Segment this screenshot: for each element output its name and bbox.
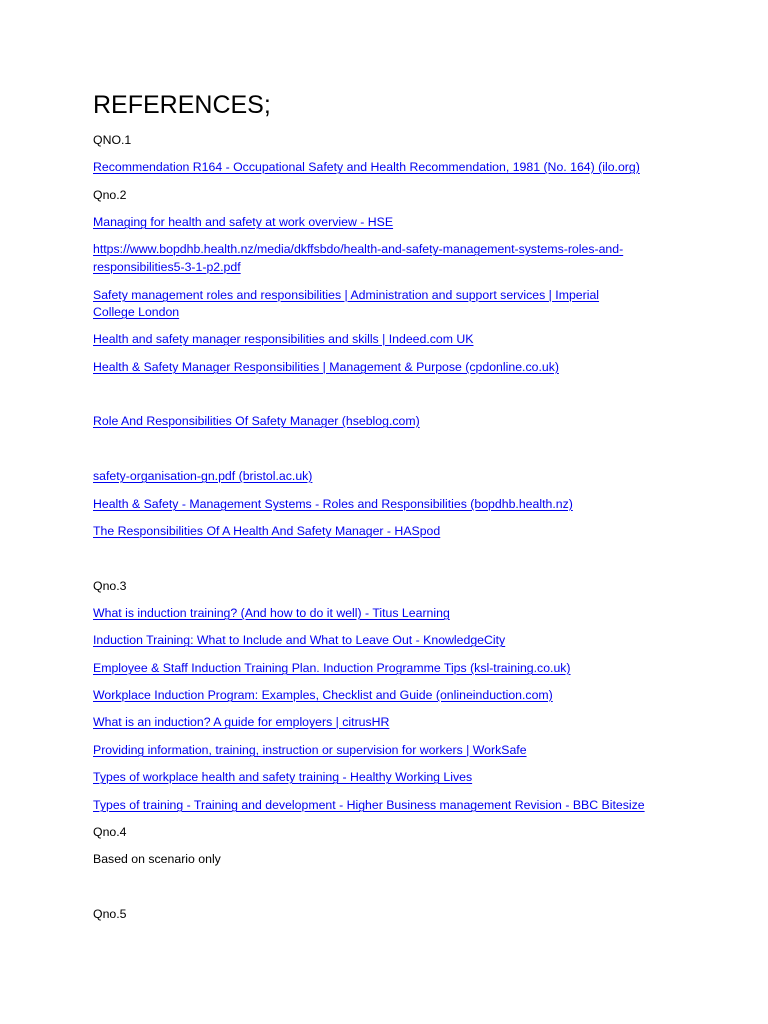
reference-link-text[interactable]: responsibilities5-3-1-p2.pdf	[93, 260, 241, 274]
reference-link-text[interactable]: safety-organisation-gn.pdf (bristol.ac.uk)	[93, 469, 313, 483]
reference-link-text[interactable]: Employee & Staff Induction Training Plan. Induction Programme Tips (ksl-training.co.uk)	[93, 661, 571, 675]
reference-link[interactable]	[93, 742, 527, 759]
section-note-q4: Based on scenario only	[93, 852, 221, 866]
reference-link[interactable]	[93, 605, 450, 622]
reference-link[interactable]	[93, 331, 474, 348]
section-label-q4: Qno.4	[93, 825, 127, 839]
reference-link[interactable]	[93, 496, 573, 513]
reference-link[interactable]	[93, 359, 559, 376]
reference-link-text[interactable]: The Responsibilities Of A Health And Safety Manager - HASpod	[93, 524, 441, 538]
reference-link-text[interactable]: Recommendation R164 - Occupational Safety and Health Recommendation, 1981 (No. 164) (ilo.org)	[93, 160, 640, 174]
reference-link-text[interactable]: Role And Responsibilities Of Safety Manager (hseblog.com)	[93, 414, 420, 428]
reference-link[interactable]	[93, 797, 645, 814]
section-label-q1: QNO.1	[93, 133, 132, 147]
reference-link-text[interactable]: Types of training - Training and development - Higher Business management Revision - BBC Bitesize	[93, 798, 645, 812]
reference-link-text[interactable]: Workplace Induction Program: Examples, Checklist and Guide (onlineinduction.com)	[93, 688, 553, 702]
section-label-q3: Qno.3	[93, 579, 127, 593]
reference-link[interactable]	[93, 660, 571, 677]
reference-link[interactable]	[93, 413, 420, 430]
reference-link-text[interactable]: College London	[93, 305, 180, 319]
reference-link[interactable]	[93, 523, 440, 540]
reference-link[interactable]	[93, 304, 179, 321]
reference-link-text[interactable]: What is an induction? A guide for employers | citrusHR	[93, 715, 390, 729]
reference-link-text[interactable]: Providing information, training, instruction or supervision for workers | WorkSafe	[93, 743, 527, 757]
reference-link-text[interactable]: https://www.bopdhb.health.nz/media/dkffsbdo/health-and-safety-management-systems-roles-and-	[93, 242, 624, 256]
reference-link-text[interactable]: Health & Safety - Management Systems - Roles and Responsibilities (bopdhb.health.nz)	[93, 497, 573, 511]
reference-link[interactable]	[93, 241, 623, 258]
page-title: REFERENCES;	[93, 91, 271, 119]
reference-link[interactable]	[93, 632, 505, 649]
reference-link-text[interactable]: Types of workplace health and safety training - Healthy Working Lives	[93, 770, 473, 784]
reference-link-text[interactable]: Health and safety manager responsibilities and skills | Indeed.com UK	[93, 332, 474, 346]
reference-link[interactable]	[93, 259, 241, 276]
reference-link[interactable]	[93, 769, 472, 786]
reference-link[interactable]	[93, 159, 640, 176]
reference-link-text[interactable]: Induction Training: What to Include and What to Leave Out - KnowledgeCity	[93, 633, 506, 647]
reference-link-text[interactable]: Managing for health and safety at work overview - HSE	[93, 215, 394, 229]
reference-link-text[interactable]: What is induction training? (And how to do it well) - Titus Learning	[93, 606, 450, 620]
reference-link[interactable]	[93, 687, 553, 704]
reference-link-text[interactable]: Safety management roles and responsibilities | Administration and support services | Imperial	[93, 288, 600, 302]
reference-link[interactable]	[93, 214, 393, 231]
section-label-q5: Qno.5	[93, 907, 127, 921]
reference-link[interactable]	[93, 468, 312, 485]
section-label-q2: Qno.2	[93, 188, 127, 202]
reference-link[interactable]	[93, 287, 599, 304]
reference-link-text[interactable]: Health & Safety Manager Responsibilities | Management & Purpose (cpdonline.co.uk)	[93, 360, 559, 374]
reference-link[interactable]	[93, 714, 389, 731]
